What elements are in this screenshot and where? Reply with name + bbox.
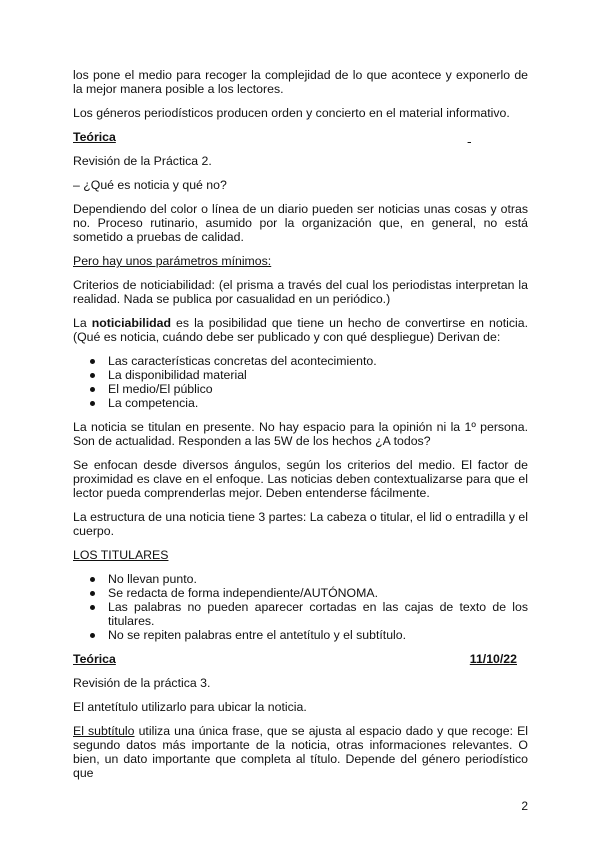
paragraph-noticiabilidad [73,316,528,344]
paragraph-generos: Los géneros periodísticos producen orden y concierto en el material informativo. [73,106,510,120]
titulares-underlined: LOS TITULARES [73,548,169,562]
list-item: No llevan punto. [73,572,528,586]
paragraph-presente: La noticia se titulan en presente. No hay espacio para la opinión ni la 1º persona. Son de actualidad. Responden a las 5W de los hechos ¿A todos? [73,420,528,448]
paragraph-question: – ¿Qué es noticia y qué no? [73,178,227,192]
paragraph-dependiendo: Dependiendo del color o línea de un diario pueden ser noticias unas cosas y otras no. Proceso rutinario, asumido por la organización que, en general, no está sometido a pruebas de calidad. [73,202,528,244]
section-heading-label: Teórica [73,652,116,666]
list-item: Las características concretas del acontecimiento. [73,354,528,368]
paragraph-revision-practica-3: Revisión de la práctica 3. [73,676,211,690]
section-heading-teorica-2 [73,652,517,666]
subtitulo-underlined: El subtítulo [73,724,135,738]
list-item: La competencia. [73,396,528,410]
noticiabilidad-rest: es la posibilidad que tiene un hecho de convertirse en noticia. (Qué es noticia, cuándo debe ser publicado y con qué despliegue) Derivan de: [73,316,528,344]
noticiabilidad-lead: La [73,316,92,330]
noticiabilidad-bold: noticiabilidad [91,316,171,330]
paragraph-intro: los pone el medio para recoger la complejidad de lo que acontece y exponerlo de la mejor manera posible a los lectores. [73,68,528,96]
paragraph-antetitulo: El antetítulo utilizarlo para ubicar la noticia. [73,700,307,714]
list-derivan [73,354,528,410]
paragraph-subtitulo [73,724,528,780]
list-item: Se redacta de forma independiente/AUTÓNOMA. [73,586,528,600]
list-item: El medio/El público [73,382,528,396]
list-item: No se repiten palabras entre el antetítulo y el subtítulo. [73,628,528,642]
paragraph-titulares-heading [73,548,528,562]
subtitulo-rest: utiliza una única frase, que se ajusta al espacio dado y que recoge: El segundo datos más importante de la noticia, otras informaciones relevantes. O bien, un dato importante que completa al título. Depende del género periodístico que [73,724,529,780]
paragraph-parametros [73,254,528,268]
paragraph-enfoque: Se enfocan desde diversos ángulos, según los criterios del medio. El factor de proximidad es clave en el enfoque. Las noticias deben contextualizarse para que el lector pueda comprenderlas mejor. Deben entenderse fácilmente. [73,458,528,500]
paragraph-revision-practica-2: Revisión de la Práctica 2. [73,154,212,168]
page-number: 2 [521,799,528,813]
parametros-underlined: Pero hay unos parámetros mínimos: [73,254,272,268]
section-heading-teorica-1 [73,130,471,144]
list-titulares [73,572,528,642]
list-item: Las palabras no pueden aparecer cortadas en las cajas de texto de los titulares. [73,600,528,628]
list-item: La disponibilidad material [73,368,528,382]
section-heading-label: Teórica [73,130,116,144]
section-heading-date: 11/10/22 [469,652,517,666]
paragraph-estructura: La estructura de una noticia tiene 3 partes: La cabeza o titular, el lid o entradilla y el cuerpo. [73,510,528,538]
paragraph-criterios: Criterios de noticiabilidad: (el prisma a través del cual los periodistas interpretan la realidad. Nada se publica por casualidad en un periódico.) [73,278,528,306]
